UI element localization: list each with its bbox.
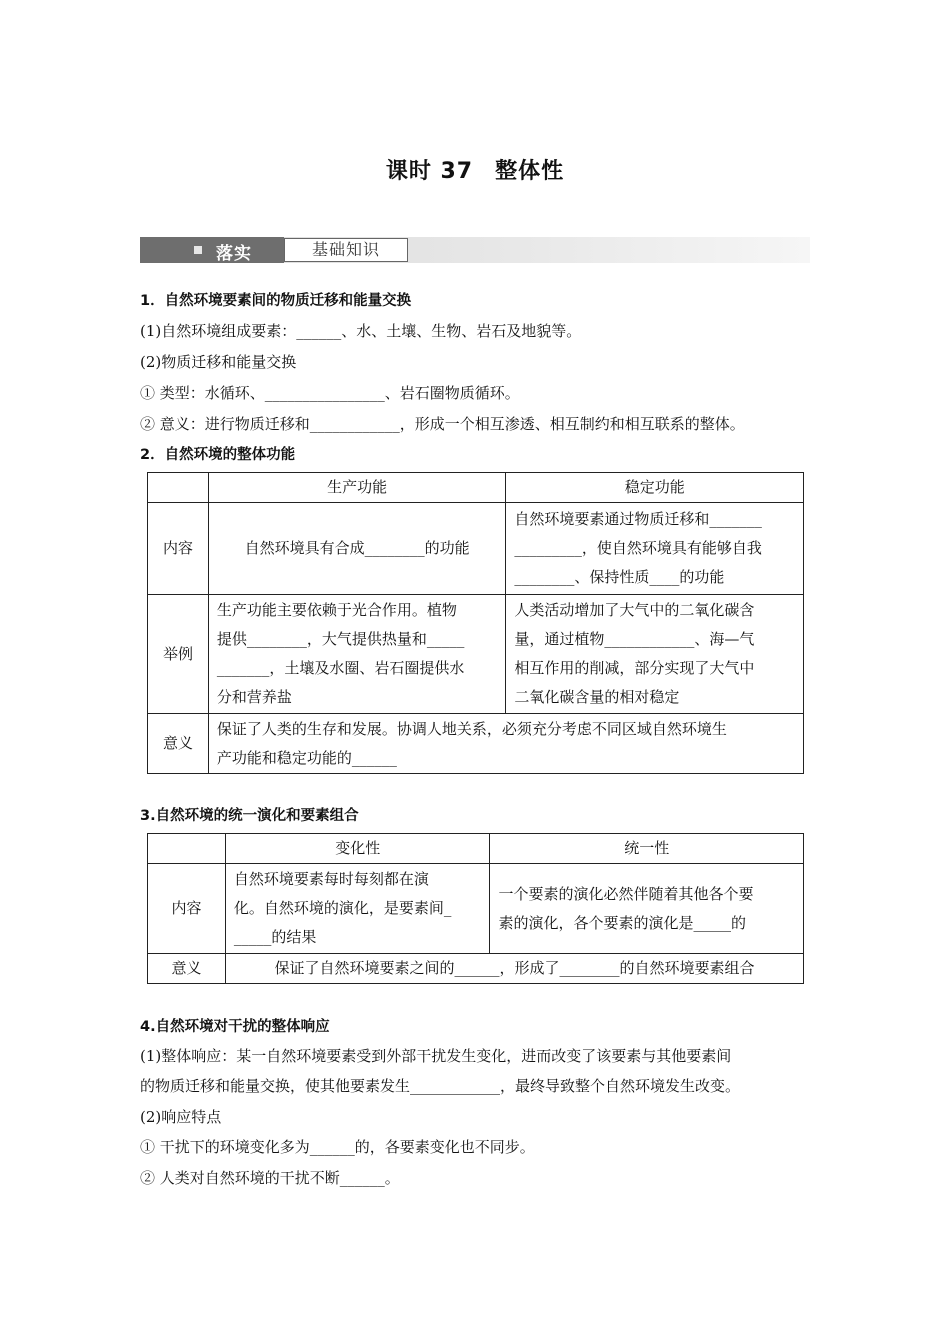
lesson-topic: 整体性 (495, 159, 565, 184)
banner-box-label: 基础知识 (284, 238, 408, 262)
page-title (0, 154, 950, 185)
row-label: 意义 (148, 714, 209, 774)
table-cell: 保证了自然环境要素之间的______，形成了________的自然环境要素组合 (225, 954, 803, 984)
square-bullet-icon (194, 246, 202, 254)
table-header: 变化性 (225, 834, 490, 864)
row-label: 内容 (148, 864, 226, 954)
table-cell: 自然环境要素通过物质迁移和_______ _________，使自然环境具有能够自我 ________、保持性质____的功能 (506, 503, 804, 595)
section-1-line-3: ① 类型：水循环、________________、岩石圈物质循环。 (140, 384, 520, 402)
table-header: 统一性 (490, 834, 804, 864)
section-4-line-3: (2)响应特点 (140, 1108, 222, 1126)
row-label: 举例 (148, 595, 209, 714)
section-1-line-1: (1)自然环境组成要素：______、水、土壤、生物、岩石及地貌等。 (140, 322, 582, 340)
table-header: 生产功能 (208, 473, 505, 503)
table-cell: 自然环境要素每时每刻都在演 化。自然环境的演化，是要素间_ _____的结果 (225, 864, 490, 954)
table-cell: 一个要素的演化必然伴随着其他各个要 素的演化，各个要素的演化是_____的 (490, 864, 804, 954)
banner-dark-block (140, 237, 284, 263)
section-banner (140, 237, 810, 263)
section-2-heading: 2．自然环境的整体功能 (140, 447, 296, 463)
section-1-line-4: ② 意义：进行物质迁移和____________，形成一个相互渗透、相互制约和相互联系的整体。 (140, 415, 745, 433)
table-corner (148, 473, 209, 503)
section-1-heading: 1．自然环境要素间的物质迁移和能量交换 (140, 293, 412, 309)
table-header: 稳定功能 (506, 473, 804, 503)
lesson-number: 课时 37 (385, 159, 474, 184)
table-cell: 生产功能主要依赖于光合作用。植物 提供________，大气提供热量和_____ _______，土壤及水圈、岩石圈提供水 分和营养盐 (208, 595, 505, 714)
section-4-heading: 4.自然环境对干扰的整体响应 (140, 1019, 330, 1035)
section-4-line-4: ① 干扰下的环境变化多为______的，各要素变化也不同步。 (140, 1138, 535, 1156)
table-cell: 自然环境具有合成________的功能 (208, 503, 505, 595)
section-4-line-2: 的物质迁移和能量交换，使其他要素发生____________，最终导致整个自然环境发生改变。 (140, 1077, 741, 1095)
row-label: 意义 (148, 954, 226, 984)
table-cell: 人类活动增加了大气中的二氧化碳含 量，通过植物____________、海—气 相互作用的削减，部分实现了大气中 二氧化碳含量的相对稳定 (506, 595, 804, 714)
evolution-table (147, 833, 804, 984)
section-4-line-1: (1)整体响应：某一自然环境要素受到外部干扰发生变化，进而改变了该要素与其他要素间 (140, 1047, 732, 1065)
section-3-heading: 3.自然环境的统一演化和要素组合 (140, 808, 359, 824)
table-corner (148, 834, 226, 864)
function-table (147, 472, 804, 774)
row-label: 内容 (148, 503, 209, 595)
section-4-line-5: ② 人类对自然环境的干扰不断______。 (140, 1169, 400, 1187)
table-cell: 保证了人类的生存和发展。协调人地关系，必须充分考虑不同区域自然环境生 产功能和稳定功能的______ (208, 714, 803, 774)
banner-label: 落实 (216, 244, 252, 264)
section-1-line-2: (2)物质迁移和能量交换 (140, 353, 297, 371)
